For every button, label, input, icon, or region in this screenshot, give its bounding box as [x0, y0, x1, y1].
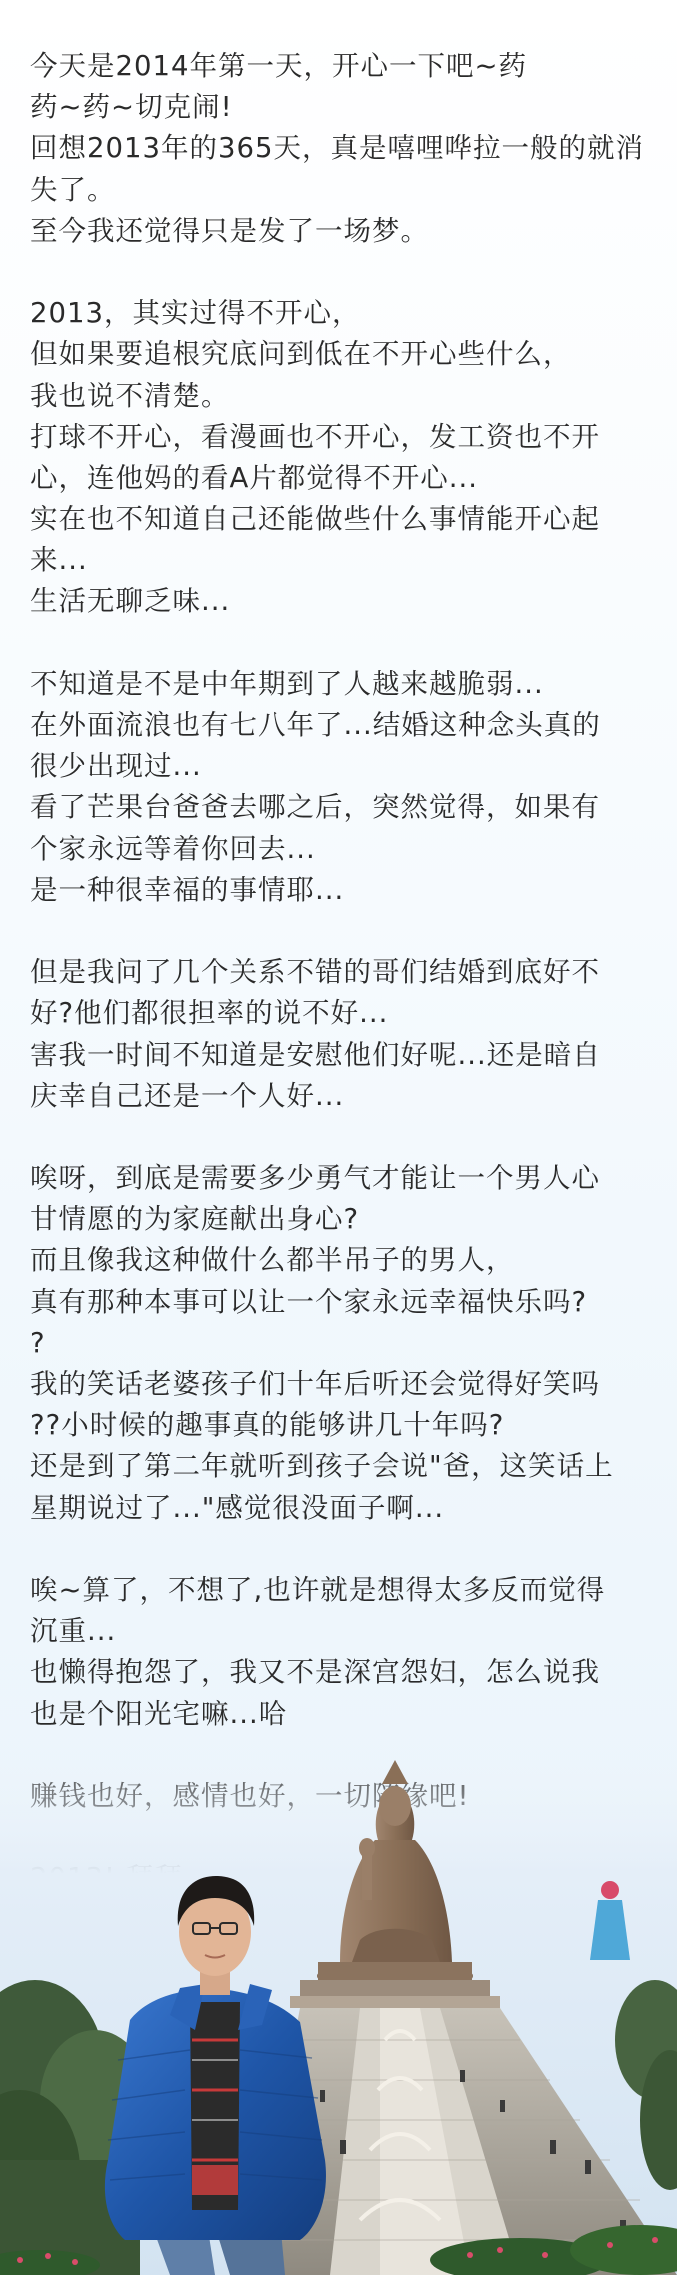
text-line: 好?他们都很担率的说不好...: [30, 997, 389, 1030]
paragraph-gap: [30, 1529, 655, 1570]
text-line: 但是我问了几个关系不错的哥们结婚到底好不: [30, 956, 600, 989]
photo-scene: [0, 1740, 677, 2275]
text-line: 很少出现过...: [30, 750, 202, 783]
text-line: 庆幸自己还是一个人好...: [30, 1079, 345, 1112]
text-line: 害我一时间不知道是安慰他们好呢...还是暗自: [30, 1038, 601, 1071]
text-line: 还是到了第二年就听到孩子会说"爸，这笑话上: [30, 1450, 614, 1483]
text-line: 但如果要追根究底问到低在不开心些什么，: [30, 338, 572, 371]
photo-illustration: [0, 1740, 677, 2275]
text-line: 今天是2014年第一天，开心一下吧~药: [30, 50, 528, 82]
text-line: ??小时候的趣事真的能够讲几十年吗?: [30, 1409, 505, 1442]
text-line: 个家永远等着你回去...: [30, 832, 316, 865]
text-line: 药~药~切克闹!: [30, 91, 233, 124]
text-line: 唉呀，到底是需要多少勇气才能让一个男人心: [30, 1162, 600, 1195]
text-line: 我也说不清楚。: [30, 379, 230, 412]
text-line: ?: [30, 1326, 46, 1359]
text-line: 也懒得抱怨了，我又不是深宫怨妇，怎么说我: [30, 1656, 600, 1689]
text-line: 也是个阳光宅嘛...哈: [30, 1697, 288, 1730]
text-line: 至今我还觉得只是发了一场梦。: [30, 214, 429, 247]
text-line: 唉~算了，不想了,也许就是想得太多反而觉得: [30, 1573, 606, 1606]
text-line: 看了芒果台爸爸去哪之后，突然觉得，如果有: [30, 791, 600, 824]
paragraph: [30, 664, 655, 911]
text-line: 星期说过了..."感觉很没面子啊...: [30, 1491, 445, 1524]
text-line: 失了。: [30, 173, 116, 206]
post-text: [30, 46, 655, 1941]
paragraph: [30, 46, 655, 252]
paragraph-gap: [30, 1117, 655, 1158]
text-line: 真有那种本事可以让一个家永远幸福快乐吗?: [30, 1285, 588, 1318]
text-line: 打球不开心，看漫画也不开心，发工资也不开: [30, 420, 600, 453]
paragraph: [30, 952, 655, 1117]
text-line: 而且像我这种做什么都半吊子的男人，: [30, 1244, 515, 1277]
text-line: 不知道是不是中年期到了人越来越脆弱...: [30, 667, 544, 700]
paragraph-gap: [30, 911, 655, 952]
paragraph-gap: [30, 252, 655, 293]
text-line: 是一种很幸福的事情耶...: [30, 873, 345, 906]
paragraph-gap: [30, 623, 655, 664]
text-line: 生活无聊乏味...: [30, 585, 231, 618]
text-line: 我的笑话老婆孩子们十年后听还会觉得好笑吗: [30, 1368, 600, 1400]
text-line: 回想2013年的365天，真是嘻哩哗拉一般的就消: [30, 132, 644, 165]
text-line: 沉重...: [30, 1615, 117, 1648]
paragraph: [30, 1570, 655, 1735]
text-line: 在外面流浪也有七八年了...结婚这种念头真的: [30, 709, 601, 741]
text-line: 实在也不知道自己还能做些什么事情能开心起: [30, 503, 600, 536]
text-line: 2013，其实过得不开心，: [30, 297, 361, 330]
text-line: 甘情愿的为家庭献出身心?: [30, 1203, 360, 1236]
text-line: 来...: [30, 544, 88, 577]
text-line: 心，连他妈的看A片都觉得不开心...: [30, 461, 479, 494]
paragraph: [30, 293, 655, 623]
paragraph: [30, 1158, 655, 1529]
